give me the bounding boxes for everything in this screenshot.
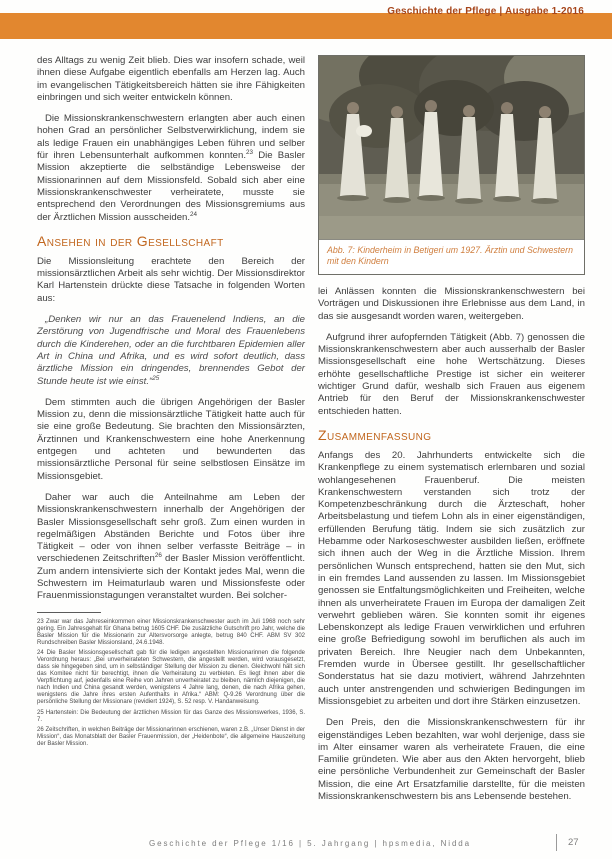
paragraph: Anfangs des 20. Jahrhunderts entwickelte sich die Krankenpflege zu einem systematisch erlernbaren und sozial wohlangesehenen Frauenberuf. Die meisten Krankenschwestern verstanden sich trotz der Kompetenzbeschränkung durch die Ärzteschaft, hoher Arbeitsbelastung und tiefem Lohn als in einer eigenständigen, erfüllenden Berufung tätig. Indem sie sich zusätzlich zur Hebamme oder Narkoseschwester ausbilden ließen, eröffnete sich ihnen auch der Weg in die Ärztliche Mission. Ihrem persönlichen Wunsch entsprechend, hatten sie den Mut, sich in ein fremdes Land aussenden zu lassen. Im Missionsgebiet genossen sie Entfaltungsmöglichkeiten und Freiheiten, welche ihnen als unverheiratete Frauen im Europa der damaligen Zeit verwehrt geblieben wären. Sie konnten somit ihr eigenes Lebenskonzept als ledige Frauen verwirklichen und erfuhren eine große Befriedigung sowohl im beruflichen als auch im privaten Bereich. Ihre Neugier nach dem Unbekannten, Fremden wurde in Übersee gestillt. Ihr gesellschaftlicher Sonderstatus hat sie dazu motiviert, während Jahrzehnten auch unter anstrengenden und schwierigen Bedingungen im Missionsgebiet zu arbeiten und dort ihre Stärken einzusetzen. — [318, 449, 585, 707]
paragraph: Die Missionsleitung erachtete den Bereich der missionsärztlichen Arbeit als sehr wichtig. Der Missionsdirektor Karl Hartenstein drückte diese Tatsache in folgenden Worten aus: — [37, 255, 305, 304]
footnote-number: 23 — [37, 618, 44, 625]
paragraph-text: Die Missionskrankenschwestern erlangten aber auch einen hohen Grad an persönlicher Selbstverwirklichung, indem sie als ledige Frauen ein unabhängiges Leben führen und selber für ihren Lebensunterhalt aufkommen konnten. — [37, 113, 305, 162]
paragraph-text: Die Basler Mission akzeptierte die selbständige Lebensweise der Missionarinnen auf dem Missionsfeld. Sobald sich aber eine Missionskrankenschwester verheiratete, musste sie entsprechend den Verordnungen des Missionsgremiums aus der Ärztlichen Mission ausscheiden. — [37, 150, 305, 223]
footer-divider — [556, 834, 557, 851]
section-heading-zusammenfassung: Zusammenfassung — [318, 426, 432, 443]
header-journal-title: Geschichte der Pflege | Ausgabe 1-2016 — [387, 6, 584, 17]
block-quote — [37, 314, 305, 388]
paragraph: Dem stimmten auch die übrigen Angehörigen der Basler Mission zu, denn die missionsärztliche Tätigkeit hatte auch für sie eine große Bedeutung. Sie brachten den Missionsärzten, Ärztinnen und Krankenschwestern eine hohe Anerkennung entgegen und achteten und bewunderten das missionsärztliche Personal für seine selbstlosen Einsätze im Missionsgebiet. — [37, 396, 305, 482]
paragraph: Den Preis, den die Missionskrankenschwestern für ihr eigenständiges Leben bezahlten, war wohl derjenige, dass sie im Alter einsamer waren als verheiratete Frauen, die eine Familie gründeten. Wie aber aus den Akten hervorgeht, blieb eine persönliche Verbundenheit zur Gemeinschaft der Basler Mission, die eine Art Ersatzfamilie darstellte, für die meisten Missionskrankenschwestern bis ans Lebensende bestehen. — [318, 717, 585, 802]
footnote-24 — [37, 650, 305, 706]
footnote-ref-23: 23 — [246, 148, 254, 156]
footnote-text: Die Basler Missionsgesellschaft gab für die ledigen angestellten Missionarinnen die folgende Verordnung heraus: „Bei unverheirateten Schwestern, die angestellt werden, wird vorausgesetzt, dass sie hingegeben sind, um in selbständiger Stellung der Mission zu dienen. Gleichwohl hält sich das Komitee nicht für berechtigt, ihnen die Verheiratung zu verbieten. Es liegt ihnen aber die Verpflichtung auf, jedenfalls eine Reihe von Jahren unverheiratet zu bleiben, nämlich diejenigen, die nach Indien und China gesandt werden, wenigstens 4 Jahre lang, denen, die nach Afrika gehen, wenigstens die Jahre ihres ersten Aufenthalts in Afrika.“ ABM: Q-9.26 Verordnung über die persönliche Stellung der Missionare (revidiert 1924), S. 52 resp. V. Handanweisung. — [37, 650, 306, 706]
footnote-26 — [37, 727, 305, 748]
paragraph — [37, 492, 305, 603]
figure-abb7 — [318, 55, 585, 275]
figure-caption: Abb. 7: Kinderheim in Betigeri um 1927. Ärztin und Schwestern mit den Kindern — [319, 239, 584, 274]
footer-journal-line: Geschichte der Pflege 1/16 | 5. Jahrgang | hpsmedia, Nidda — [148, 839, 472, 848]
footnote-text: Zwar war das Jahreseinkommen einer Missionskrankenschwester auch im Juli 1968 noch sehr gering. Ein Jahresgehalt für Ghana betrug 1605 CHF. Die zusätzliche Gutschrift pro Jahr, welche die Basler Mission für die Missionarin zur Altersvorsorge anlegte, betrug 840 CHF. ABM SV 302 Rundschreiben Basler Missionsland, 24.6.1948. — [37, 618, 305, 646]
footnote-text: Hartenstein: Die Bedeutung der ärztlichen Mission für das Ganze des Missionswerkes, 1936, S. 7. — [37, 709, 305, 723]
footnote-ref-24: 24 — [190, 210, 198, 218]
paragraph-text: der Basler Mission veröffentlicht. Zum andern intensivierte sich der Kontakt jedes Mal, wenn die Schwestern im Heimaturlaub waren und Missionsfeste oder Frauenmissionstagungen veranstaltet wurden. Bei solcher- — [37, 553, 305, 602]
footnote-separator — [37, 612, 101, 613]
paragraph: des Alltags zu wenig Zeit blieb. Dies war insofern schade, weil ihnen diese Aufgabe eigentlich ebenfalls am Herzen lag. Auch im evangelischen Tätigkeitsbereich hätten sie ihre Fähigkeiten einbringen und sich weiter entwickeln können. — [37, 55, 305, 103]
section-heading-ansehen: Ansehen in der Gesellschaft — [37, 232, 224, 249]
paragraph-text: Daher war auch die Anteilnahme am Leben der Missionskrankenschwestern innerhalb der Angehörigen der Basler Missionsgesellschaft sehr groß. Zum einen wurden in regelmäßigen Abständen Berichte und Fotos über ihre Tätigkeit – oder von ihnen selber verfasste Beiträge – in verschiedenen Zeitschriften — [37, 491, 305, 565]
paragraph — [37, 113, 305, 224]
footnote-23 — [37, 619, 305, 647]
page-number: 27 — [568, 837, 579, 848]
column-right — [318, 55, 585, 812]
footnote-25 — [37, 710, 305, 724]
footnote-number: 25 — [37, 709, 44, 716]
paragraph: Aufgrund ihrer aufopfernden Tätigkeit (Abb. 7) genossen die Missionskrankenschwestern aber auch ausserhalb der Basler Missionsgesellschaft eine hohe Wertschätzung. Dieses erhöhte gesellschaftliche Prestige ist sicher ein weiterer wichtiger Grund dafür, weshalb sich Frauen aus eigenem Antrieb für den Beruf der Missionskrankenschwester entschieden hatten. — [318, 331, 585, 417]
footnote-ref-26: 26 — [154, 552, 162, 560]
footnote-text: Zeitschriften, in welchen Beiträge der Missionarinnen erschienen, waren z.B. „Unser Dienst in der Mission“, das Monatsblatt der Basler Frauenmission, der „Heidenbote“, die allgemeine Hauszeitung der Basler Mission. — [37, 727, 305, 748]
footnote-ref-25: 25 — [152, 374, 160, 382]
figure-photo — [319, 56, 584, 239]
paragraph: lei Anlässen konnten die Missionskrankenschwestern bei Vorträgen und Diskussionen ihre Erlebnisse aus dem Land, in das sie ausgesandt worden waren, weitergeben. — [318, 286, 585, 322]
column-left — [37, 55, 305, 752]
footnote-number: 26 — [37, 727, 44, 734]
footnote-number: 24 — [37, 650, 44, 657]
quote-text: „Denken wir nur an das Frauenelend Indiens, an die Zerstörung von Jugendfrische und Moral des Frauenlebens durch die Kinderehen, oder an die furchtbaren Epidemien aller Art in China und Afrika, und es wird sofort deutlich, dass ärztliche Mission ein dringendes, brennendes Gebot der Stunde heute ist wie einst.“ — [37, 314, 305, 387]
